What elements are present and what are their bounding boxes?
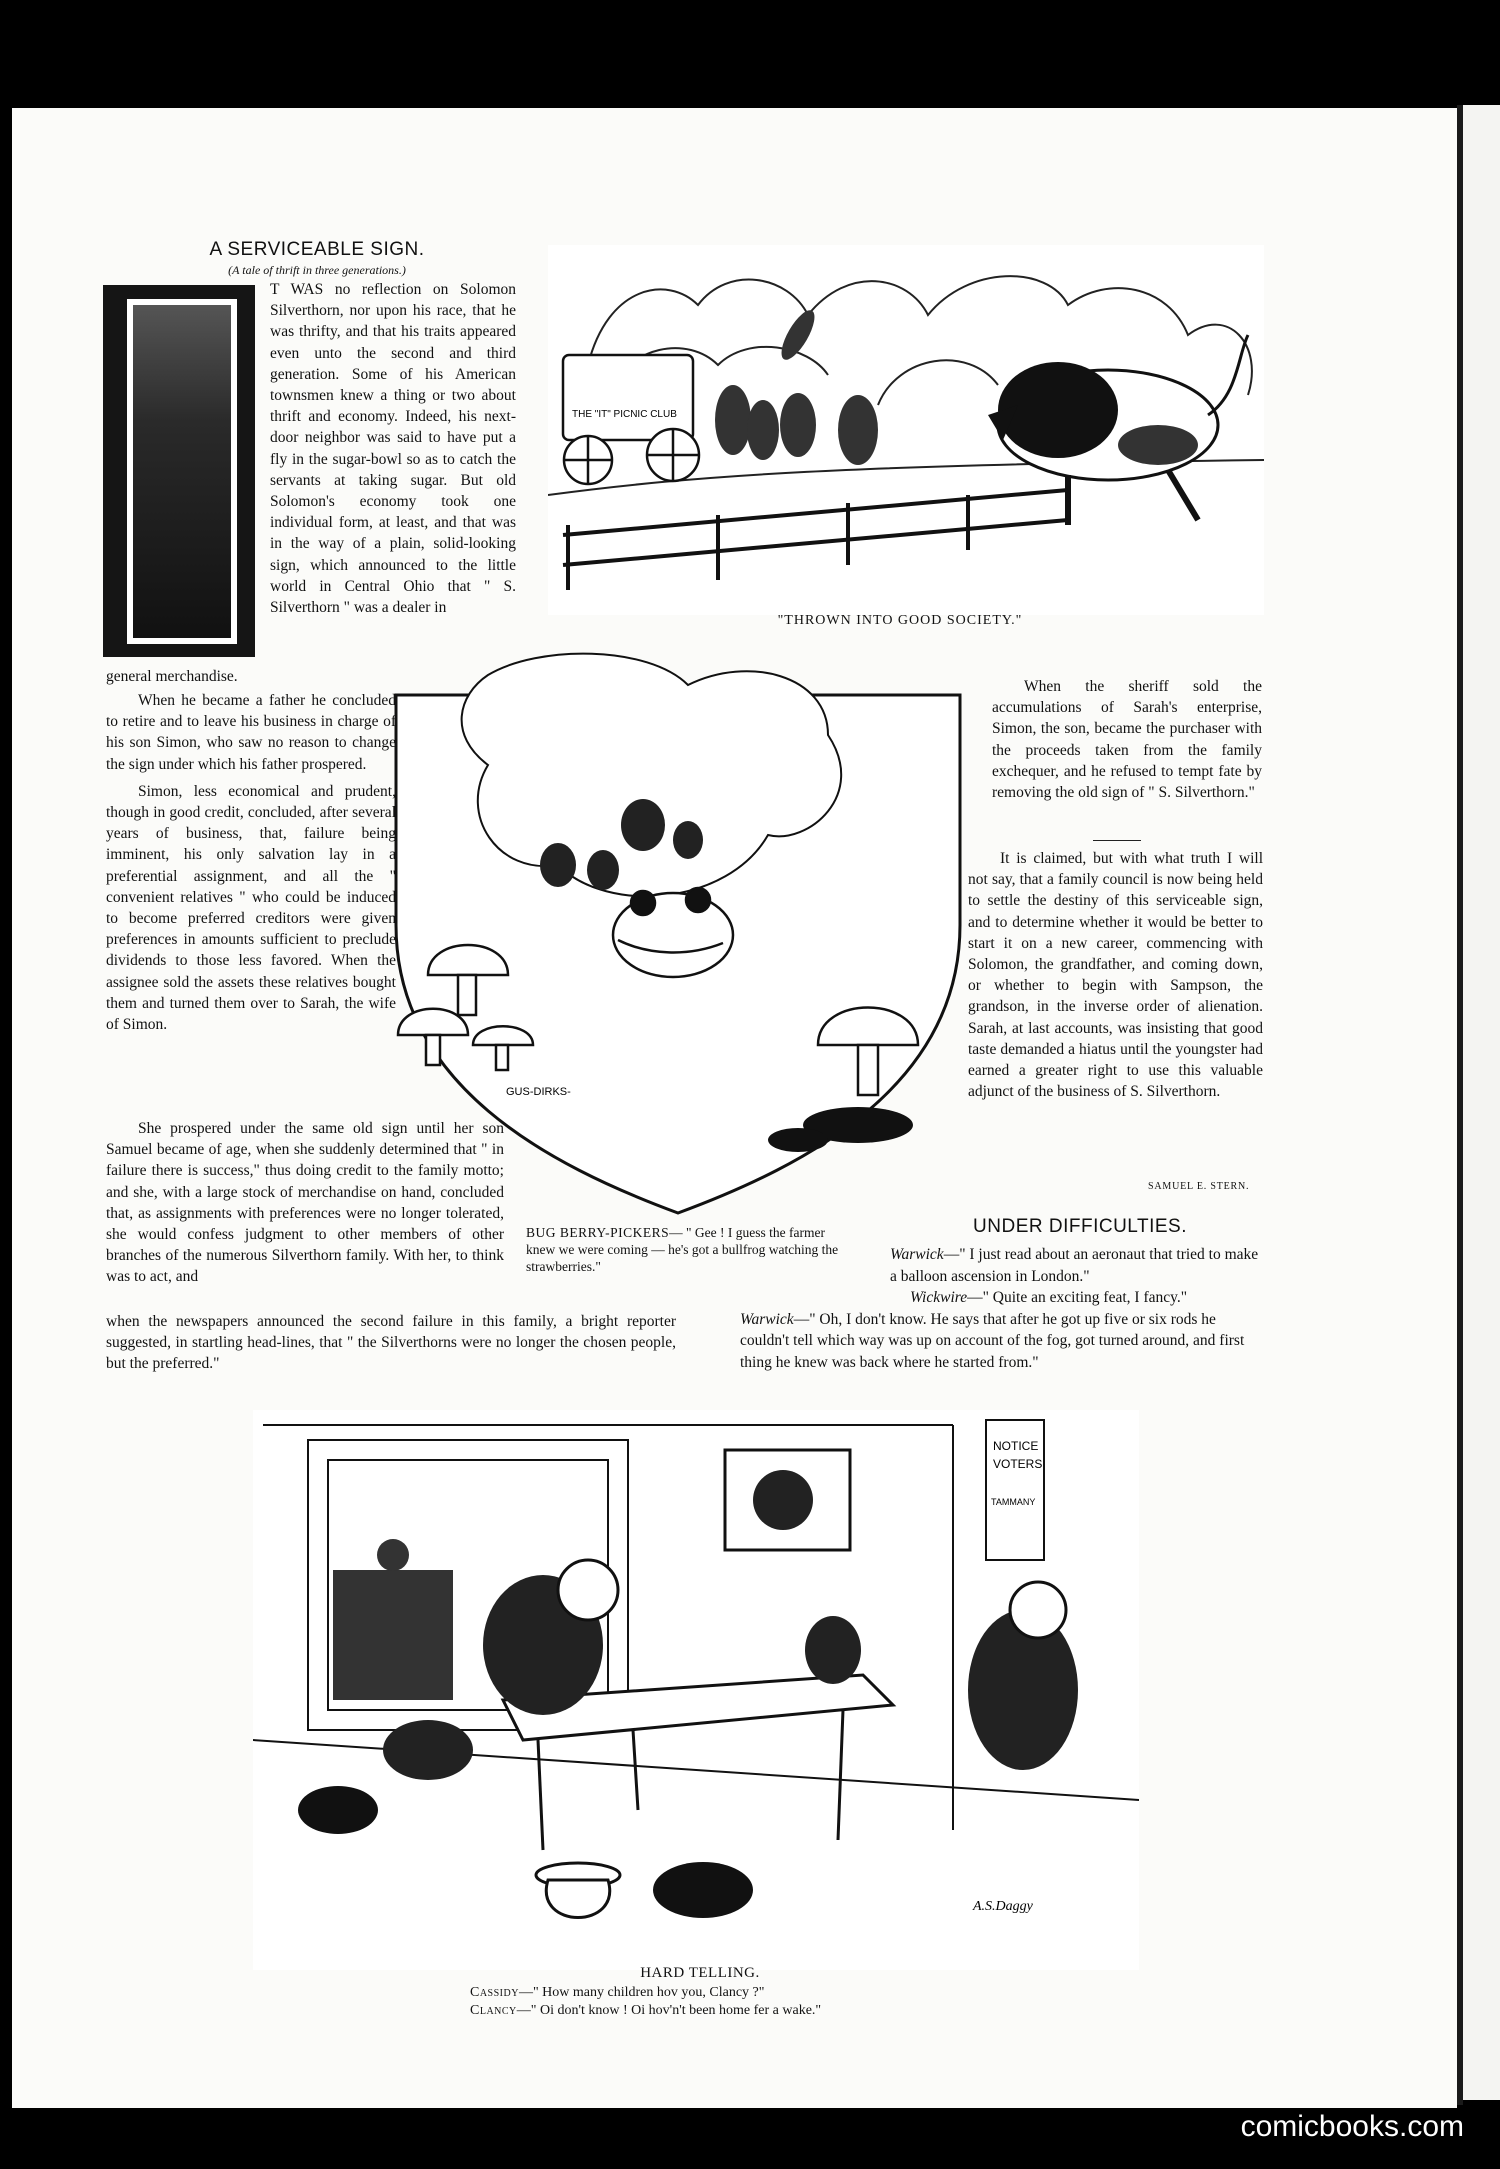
bug-caption-label: BUG BERRY-PICKERS	[526, 1225, 670, 1240]
hard-telling-artist: A.S.Daggy	[973, 1899, 1033, 1914]
story-paragraph-4-end: when the newspapers announced the second failure in this family, a bright reporter suggested, in startling head-lines, that " the Silverthorns were no longer the chosen people, but the preferred."	[106, 1313, 676, 1373]
bug-caption-text: — " Gee ! I guess the farmer knew we were coming — he's got a bullfrog watching the strawberries."	[526, 1225, 839, 1274]
wagon-sign: THE "IT" PICNIC CLUB	[572, 409, 677, 420]
story-paragraph-6: It is claimed, but with what truth I will not say, that a family council is now being held to settle the destiny of this serviceable sign, and to determine whether it would be better to start it on a new career, commencing with Solomon, the grandfather, and coming down, or whether to begin with Sampson, the grandson, in the inverse order of alienation. Sarah, at last accounts, was insisting that good taste demanded a hiatus until the youngster had earned a greater right to use this valuable adjunct of the business of S. Silverthorn.	[968, 850, 1263, 1101]
cartoon-hard-telling	[253, 1410, 1139, 1970]
caption-thrown-into-good-society: "THROWN INTO GOOD SOCIETY."	[777, 613, 1023, 628]
poster-line-1: NOTICE	[993, 1439, 1039, 1453]
story-paragraph-1: T WAS no reflection on Solomon Silverthorn, nor upon his race, that he was thrifty, and that his traits appeared even unto the second and third generation. Some of his American townsmen knew a thing or two about thrift and economy. Indeed, his next-door neighbor was said to have put a fly in the sugar-bowl so as to catch the servants at taking sugar. But old Solomon's economy took one individual form, at least, and that was in the way of a plain, solid-looking sign, which announced to the little world in Central Ohio that " S. Silverthorn " was a dealer in	[270, 281, 516, 617]
site-watermark: comicbooks.com	[1240, 2110, 1464, 2143]
poster-line-3: TAMMANY	[991, 1497, 1036, 1507]
author-signature: SAMUEL E. STERN.	[1148, 1181, 1250, 1192]
story-paragraph-1-end: general merchandise.	[106, 668, 238, 685]
story-subtitle: (A tale of thrift in three generations.)	[228, 263, 406, 277]
cartoon-bug-berry-pickers	[388, 645, 970, 1225]
bug-artist-signature: GUS-DIRKS-	[506, 1086, 571, 1098]
story-paragraph-5: When the sheriff sold the accumulations of Sarah's enterprise, Simon, the son, became the purchaser with the proceeds taken from the family exchequer, and he refused to tempt fate by removing the old sign of " S. Silverthorn."	[992, 678, 1262, 802]
poster-line-2: VOTERS	[993, 1457, 1043, 1471]
story-paragraphs-2-3: When he became a father he concluded to retire and to leave his business in charge of his son Simon, who saw no reason to change the sign under which his father prospered. Simon, less economical and prudent, though in good credit, concluded, after several years of business, that, failure being imminent, his only salvation lay in a preferential assignment, and all the " convenient relatives " who could be induced to become preferred creditors were given preferences in amounts sufficient to preclude dividends to those less favored. When the assignee sold the assets these relatives bought them and turned them over to Sarah, the wife of Simon.	[106, 692, 396, 1034]
hard-telling-dialogue: Cassidy—" How many children hov you, Clancy ?" Clancy—" Oi don't know ! Oi hov'n't been home fer a wake."	[470, 1985, 822, 2018]
portrait-photo	[133, 305, 231, 638]
hard-telling-title: HARD TELLING.	[640, 1965, 760, 1981]
story-paragraph-4: She prospered under the same old sign until her son Samuel became of age, when she suddenly determined that " in failure there is success," thus doing credit to the family motto; and she, with a large stock of merchandise on hand, concluded that, as assignments with preferences were no longer tolerated, she would confess judgment to other members of other branches of the numerous Silverthorn family. With her, to think was to act, and	[106, 1120, 504, 1286]
under-difficulties-title: UNDER DIFFICULTIES.	[973, 1216, 1187, 1237]
drop-cap-portrait	[103, 285, 255, 657]
adjacent-page-edge	[1463, 105, 1500, 2100]
divider-rule	[1093, 840, 1141, 841]
under-difficulties-dialogue: Warwick—" I just read about an aeronaut that tried to make a balloon ascension in London." Wickwire—" Quite an exciting feat, I fancy." Warwick—" Oh, I don't know. He says that after he got up five or six rods he couldn't tell which way was up on account of the fog, got turned around, and first thing he knew was back where he started from."	[740, 1246, 1259, 1371]
story-title: A SERVICEABLE SIGN.	[209, 239, 425, 260]
cartoon-thrown-into-good-society	[548, 245, 1264, 615]
